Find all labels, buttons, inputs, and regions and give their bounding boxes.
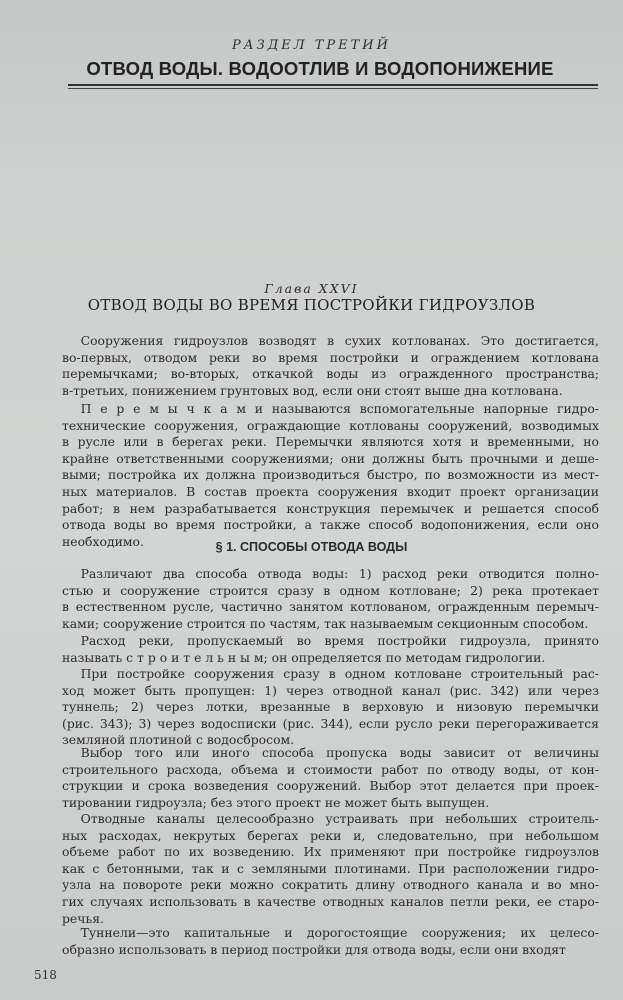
text-line: строительного расхода, объема и стоимости работ по отводу воды, от кон-: [62, 761, 599, 777]
text-line: называть с т р о и т е л ь н ы м; он определяется по методам гидрологии.: [62, 649, 546, 665]
text-line: отвода воды во время постройки, а также способ водопонижения, если оно: [62, 517, 599, 533]
text-line: во-первых, отводом реки во время постройки и ограждением котлована: [62, 349, 599, 365]
text-line: (рис. 343); 3) через водосписки (рис. 344), если русло реки перегораживается: [62, 715, 599, 731]
text-line: Различают два способа отвода воды: 1) расход реки отводится полно-: [62, 566, 599, 581]
paragraph-diversion-canals: [62, 811, 599, 927]
paragraph-intro: [62, 333, 599, 399]
text-line: ных материалов. В состав проекта сооружения входит проект организации: [62, 483, 599, 499]
text-line: объеме работ по их возведению. Их применяют при постройке гидроузлов: [62, 844, 599, 860]
text-line: как с бетонными, так и с земляными плотинами. При расположении гидро-: [62, 860, 599, 876]
paragraph-choice: [62, 745, 599, 811]
paragraph-tunnels: [62, 925, 599, 958]
text-line: выми; постройка их должна производиться быстро, по возможности из мест-: [62, 467, 599, 483]
text-line: Сооружения гидроузлов возводят в сухих котлованах. Это достигается,: [62, 333, 599, 348]
text-line: струкции и срока возведения сооружений. Выбор этот делается при проек-: [62, 778, 599, 794]
text-line: Туннели—это капитальные и дорогостоящие сооружения; их целесо-: [62, 925, 599, 940]
text-line: П е р е м ы ч к а м и называются вспомогательные напорные гидро-: [62, 401, 599, 416]
paragraph-cofferdams: [62, 401, 599, 550]
text-line: технические сооружения, ограждающие котлованы сооружений, возводимых: [62, 417, 599, 433]
text-line: ками; сооружение строится по частям, так называемым секционным способом.: [62, 615, 589, 631]
chapter-label: Глава XXVI: [264, 281, 359, 296]
text-line: в естественном русле, частично занятом котлованом, огражденным перемыч-: [62, 599, 599, 615]
chapter-title: ОТВОД ВОДЫ ВО ВРЕМЯ ПОСТРОЙКИ ГИДРОУЗЛОВ: [87, 296, 536, 314]
text-line: узла на повороте реки можно сократить длину отводного канала и во мно-: [62, 877, 599, 893]
text-line: земляной плотиной с водосбросом.: [62, 732, 295, 748]
text-line: При постройке сооружения сразу в одном котловане строительный рас-: [62, 666, 599, 681]
text-line: ход может быть пропущен: 1) через отводной канал (рис. 342) или через: [62, 682, 599, 698]
text-line: работ; в нем разрабатывается конструкция перемычек и решается способ: [62, 500, 599, 516]
text-line: в-третьих, понижением грунтовых вод, если они стоят выше дна котлована.: [62, 382, 563, 398]
text-line: речья.: [62, 910, 104, 926]
text-line: гих случаях использовать в качестве отводных каналов петли реки, ее старо-: [62, 893, 599, 909]
text-line: перемычками; во-вторых, откачкой воды из огражденного пространства;: [62, 366, 599, 382]
text-line: Выбор того или иного способа пропуска воды зависит от величины: [62, 745, 599, 760]
page-number: 518: [34, 968, 57, 982]
text-line: образно использовать в период постройки для отвода воды, если они входят: [62, 941, 566, 957]
text-line: Расход реки, пропускаемый во время постройки гидроузла, принято: [62, 633, 599, 648]
section-label: РАЗДЕЛ ТРЕТИЙ: [232, 38, 391, 53]
title-rule-thick: [68, 84, 598, 86]
section-title: § 1. СПОСОБЫ ОТВОДА ВОДЫ: [215, 540, 408, 554]
text-line: Отводные каналы целесообразно устраивать при небольших строитель-: [62, 811, 599, 826]
text-line: в русле или в берегах реки. Перемычки являются хотя и временными, но: [62, 434, 599, 450]
title-rule-thin: [68, 88, 598, 89]
text-line: туннель; 2) через лотки, врезанные в верховую и низовую перемычки: [62, 699, 599, 715]
text-line: тировании гидроузла; без этого проект не может быть выпущен.: [62, 794, 490, 810]
paragraph-construction-flow: [62, 633, 599, 666]
text-line: необходимо.: [62, 533, 144, 549]
text-line: стью и сооружение строится сразу в одном котловане; 2) река протекает: [62, 582, 599, 598]
main-title: ОТВОД ВОДЫ. ВОДООТЛИВ И ВОДОПОНИЖЕНИЕ: [86, 58, 554, 79]
paragraph-methods: [62, 566, 599, 632]
text-line: крайне ответственными сооружениями; они должны быть прочными и деше-: [62, 450, 599, 466]
paragraph-single-pit: [62, 666, 599, 749]
text-line: ных расходах, некрутых берегах реки и, следовательно, при небольшом: [62, 827, 599, 843]
